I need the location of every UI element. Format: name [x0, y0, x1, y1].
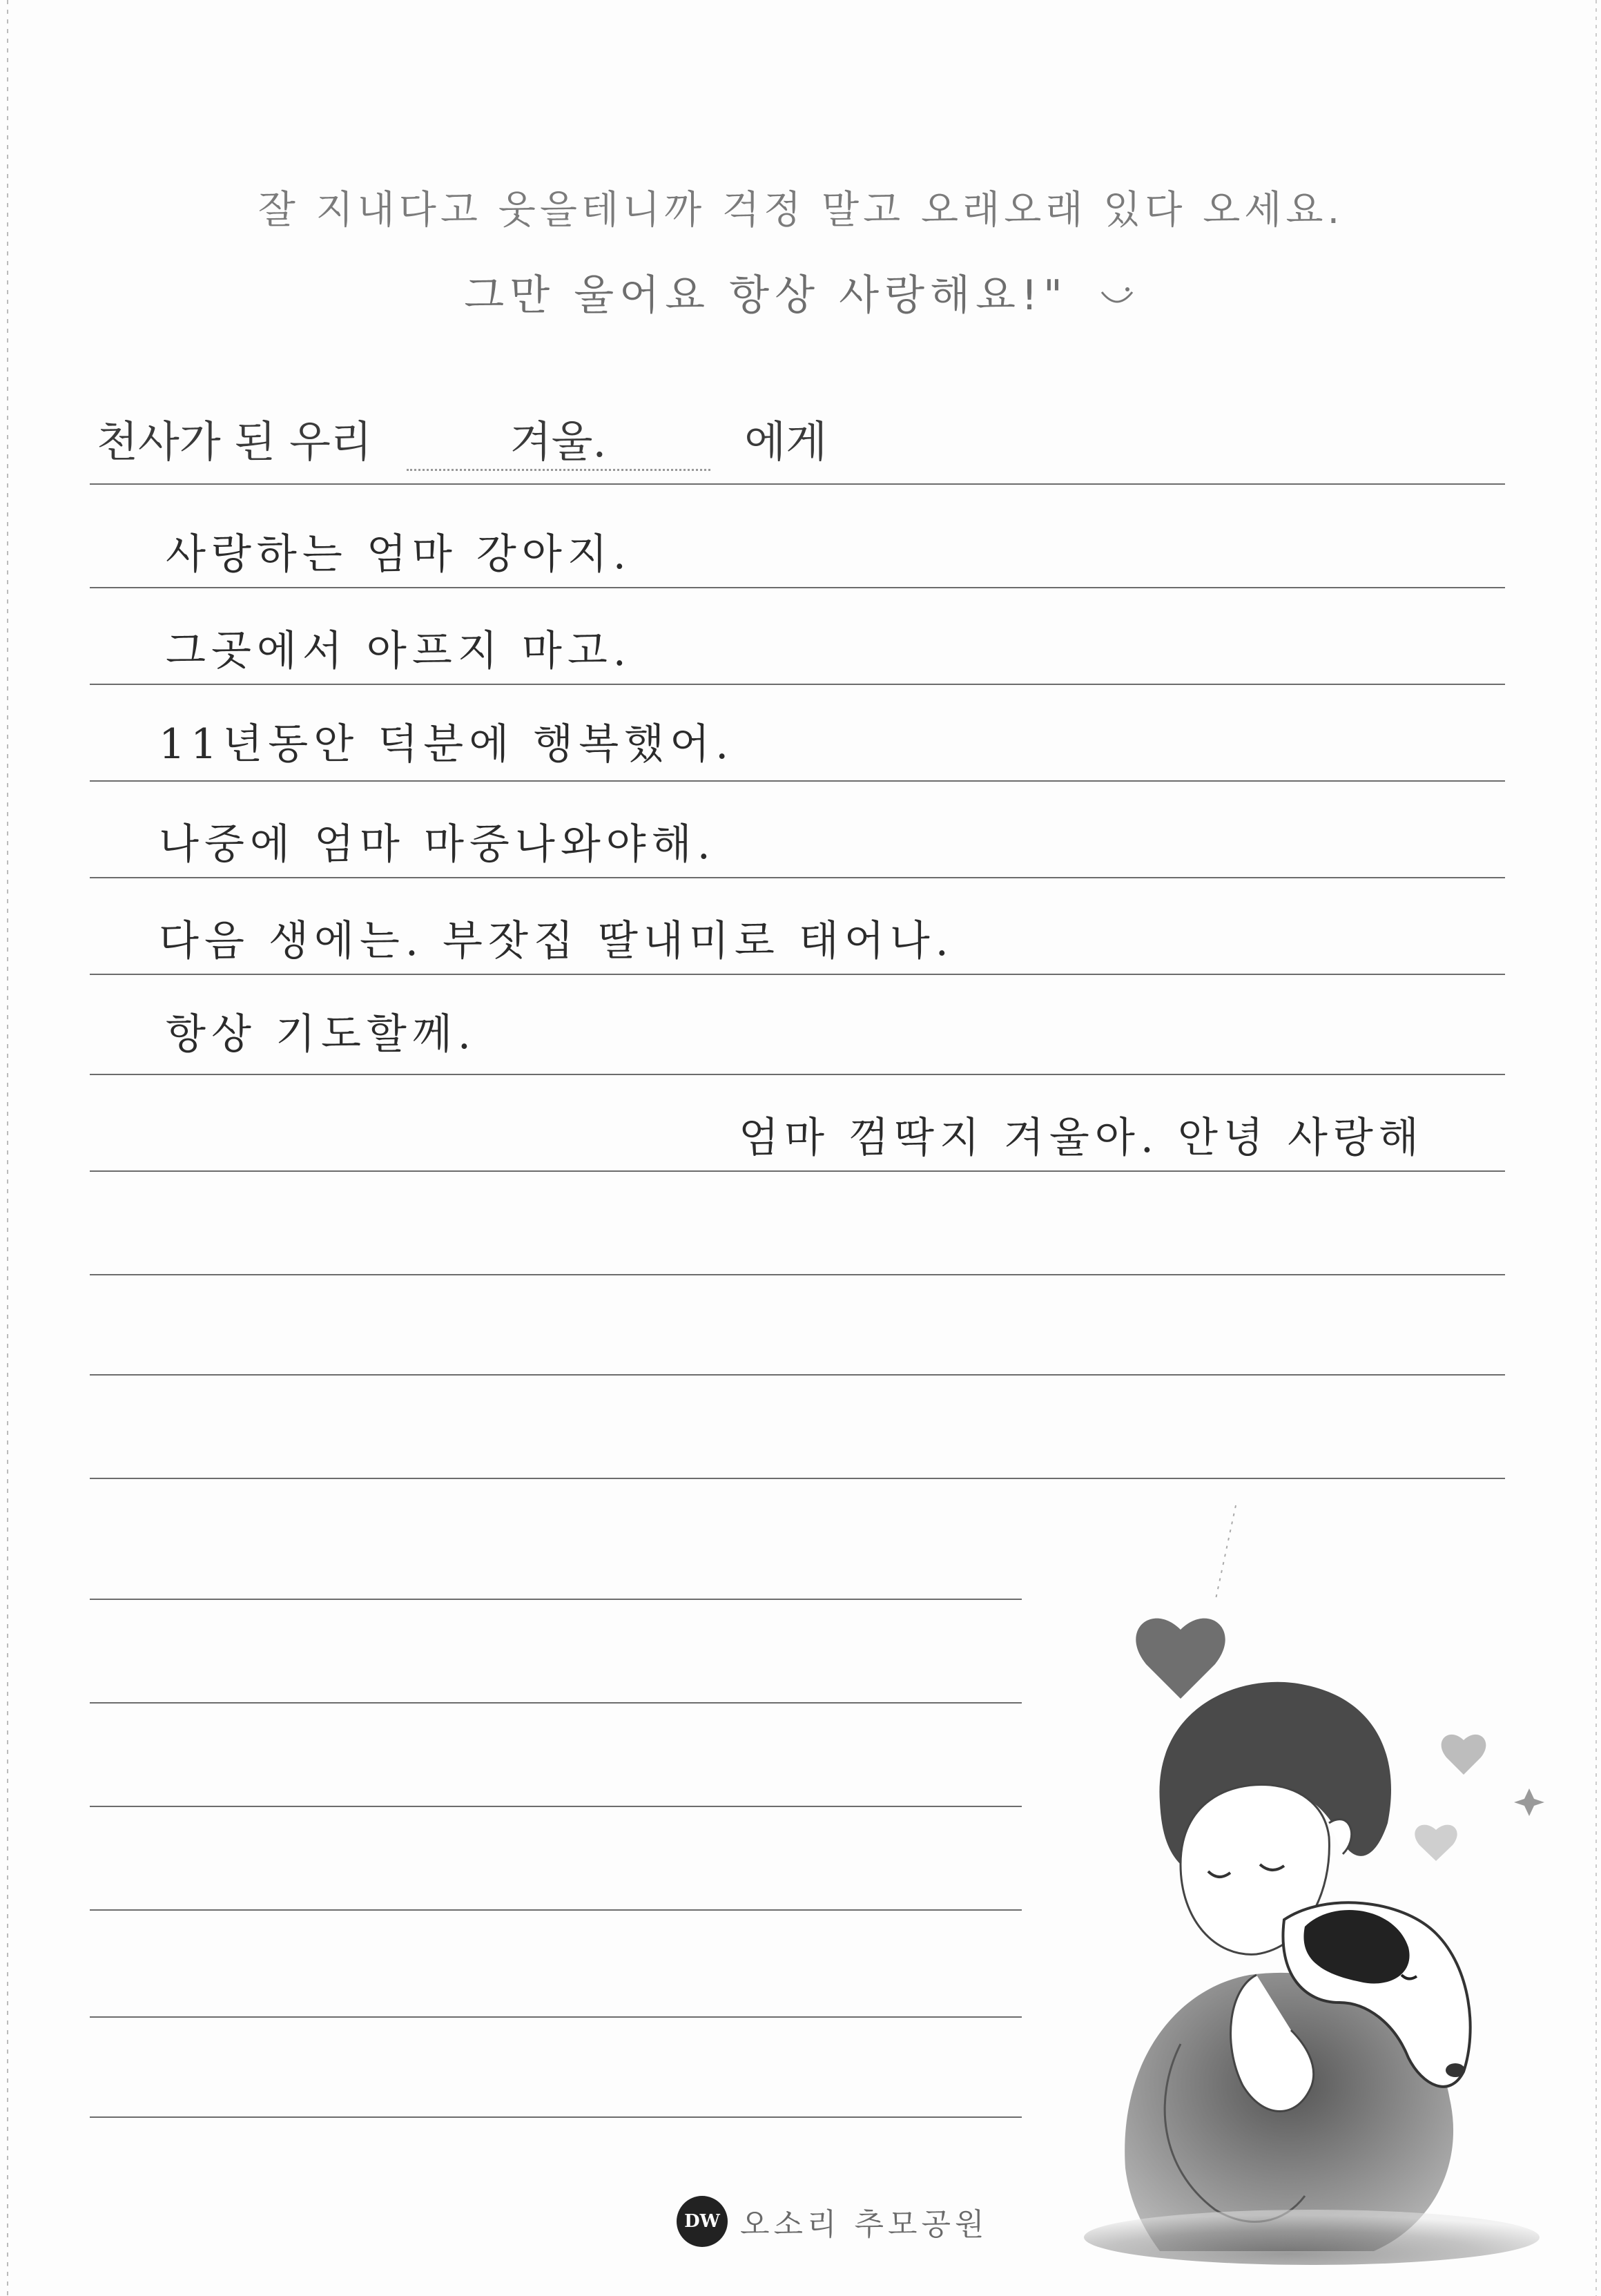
- brand-logo-icon: DW: [677, 2196, 728, 2247]
- header-line-1: [97, 117, 1505, 173]
- rule-line: [90, 1274, 1505, 1275]
- letter-line-6: 항상 기도할께.: [166, 1010, 476, 1059]
- rule-line: [90, 2116, 1022, 2118]
- rule-line: [90, 974, 1505, 975]
- rule-line: [90, 1702, 1022, 1704]
- header-line-3-text: 그만 울어요 항상 사랑해요!": [464, 271, 1068, 320]
- rule-line: [90, 2016, 1022, 2018]
- letter-line-3: 11년동안 덕분에 행복했어.: [159, 720, 735, 769]
- letter-line-4: 나중에 엄마 마중나와야해.: [159, 820, 716, 869]
- letter-signoff: 엄마 껌딱지 겨울아. 안녕 사랑해: [739, 1114, 1424, 1162]
- header-line-2: 잘 지내다고 웃을테니까 걱정 말고 오래오래 있다 오세요.: [258, 188, 1344, 233]
- girl-hugging-dog-illustration: [1077, 1478, 1560, 2265]
- greeting-suffix: 에게: [744, 416, 828, 467]
- heart-icon: [1415, 1825, 1457, 1861]
- rule-line: [90, 684, 1505, 685]
- brand-name: 오소리 추모공원: [740, 2207, 989, 2242]
- greeting-prefix: 천사가 된 우리: [97, 416, 372, 467]
- header-quote: [97, 117, 1505, 322]
- letter-line-5: 다음 생에는. 부잣집 딸내미로 태어나.: [159, 917, 954, 965]
- heart-icon: [1442, 1735, 1486, 1775]
- letter-line-2: 그곳에서 아프지 마고.: [166, 627, 632, 675]
- rule-line: [90, 483, 1505, 485]
- page-edge-right: [1595, 0, 1597, 2296]
- smile-icon: [1096, 284, 1138, 311]
- greeting: [97, 407, 827, 471]
- rule-line: [90, 780, 1505, 782]
- rule-line: [90, 1599, 1022, 1600]
- rule-line: [90, 1170, 1505, 1172]
- rule-line: [90, 587, 1505, 588]
- brand-logo: [677, 2196, 989, 2247]
- header-line-3: [97, 262, 1505, 322]
- rule-line: [90, 1909, 1022, 1911]
- pet-name: 겨울.: [407, 407, 710, 471]
- page-edge-left: [7, 0, 8, 2296]
- rule-line: [90, 877, 1505, 878]
- rule-line: [90, 1074, 1505, 1075]
- heart-icon: [1136, 1619, 1225, 1699]
- letter-line-1: 사랑하는 엄마 강아지.: [166, 530, 632, 579]
- rule-line: [90, 1806, 1022, 1807]
- rule-line: [90, 1374, 1505, 1376]
